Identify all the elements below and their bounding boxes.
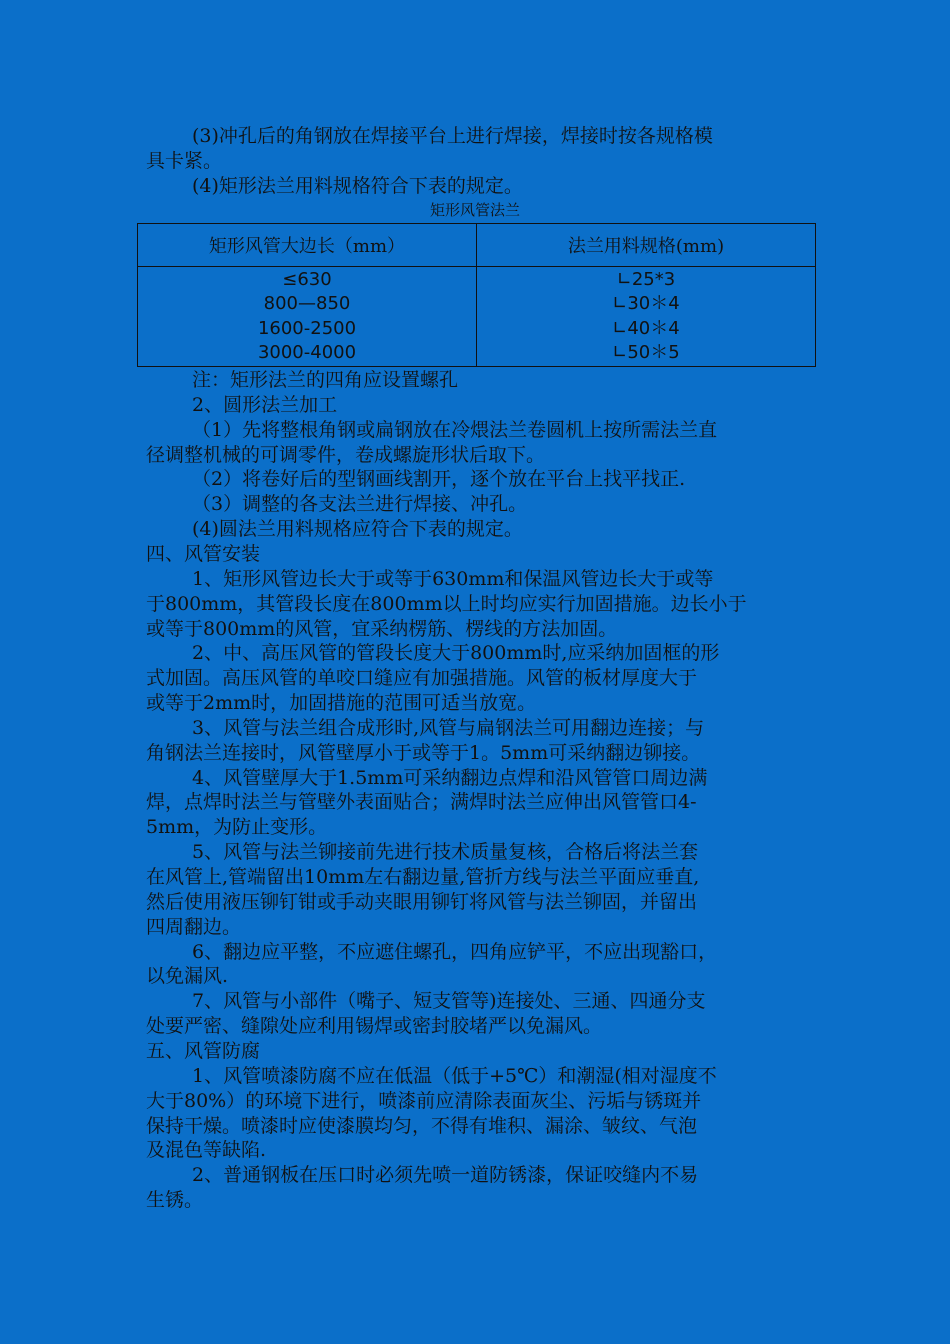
- table-cell: ∟50＊5: [612, 342, 680, 363]
- paragraph-line: 及混色等缺陷.: [146, 1139, 267, 1162]
- paragraph-line: 6、翻边应平整，不应遮住螺孔，四角应铲平，不应出现豁口，: [192, 940, 718, 963]
- paragraph-line: 在风管上,管端留出10mm左右翻边量,管折方线与法兰平面应垂直,: [146, 866, 700, 888]
- paragraph-line: 注：矩形法兰的四角应设置螺孔: [192, 369, 459, 391]
- paragraph-line: 然后使用液压铆钉钳或手动夹眼用铆钉将风管与法兰铆固，并留出: [146, 890, 698, 913]
- paragraph-line: 于800mm，其管段长度在800mm以上时均应实行加固措施。边长小于: [146, 592, 747, 615]
- paragraph-line: （1）先将整根角钢或扁钢放在冷煨法兰卷圆机上按所需法兰直: [192, 418, 718, 441]
- table-caption: 矩形风管法兰: [429, 201, 520, 219]
- table-cell: 3000-4000: [257, 342, 357, 363]
- paragraph-line: 式加固。高压风管的单咬口缝应有加强措施。风管的板材厚度大于: [146, 667, 698, 690]
- paragraph-line: （2）将卷好后的型钢画线割开，逐个放在平台上找平找正.: [192, 468, 686, 491]
- paragraph-line: 或等于2mm时，加固措施的范围可适当放宽。: [146, 692, 537, 715]
- paragraph-line: 1、矩形风管边长大于或等于630mm和保温风管边长大于或等: [192, 567, 714, 590]
- column-header-material-spec: 法兰用料规格(mm): [477, 224, 816, 267]
- paragraph-line: 2、普通钢板在压口时必须先喷一道防锈漆，保证咬缝内不易: [192, 1164, 699, 1187]
- paragraph-line: 四、风管安装: [146, 542, 261, 565]
- paragraph-line: 四周翻边。: [146, 915, 242, 938]
- paragraph-line: 径调整机械的可调零件，卷成螺旋形状后取下。: [146, 443, 546, 466]
- paragraph-line: 5mm，为防止变形。: [146, 816, 328, 839]
- paragraph-line: (4)矩形法兰用料规格符合下表的规定。: [192, 175, 523, 197]
- paragraph-line: 7、风管与小部件（嘴子、短支管等)连接处、三通、四通分支: [192, 990, 706, 1013]
- paragraph-line: 生锈。: [146, 1189, 204, 1212]
- column-header-edge-length: 矩形风管大边长（mm）: [138, 224, 477, 267]
- paragraph-line: (3)冲孔后的角钢放在焊接平台上进行焊接，焊接时按各规格模: [192, 125, 713, 147]
- paragraph-line: 大于80%）的环境下进行，喷漆前应清除表面灰尘、污垢与锈斑并: [146, 1089, 702, 1112]
- table-body-row: [138, 267, 816, 367]
- paragraph-line: 以免漏风.: [146, 965, 229, 988]
- paragraph-line: (4)圆法兰用料规格应符合下表的规定。: [192, 518, 523, 541]
- paragraph-line: 焊，点焊时法兰与管壁外表面贴合；满焊时法兰应伸出风管管口4-: [146, 791, 697, 814]
- flange-spec-table: [137, 223, 816, 367]
- paragraph-line: 2、圆形法兰加工: [192, 393, 338, 416]
- material-spec-cell: [477, 267, 816, 367]
- paragraph-line: 5、风管与法兰铆接前先进行技术质量复核，合格后将法兰套: [192, 841, 699, 864]
- paragraph-line: 或等于800mm的风管，宜采纳楞筋、楞线的方法加固。: [146, 617, 618, 640]
- paragraph-line: 具卡紧。: [146, 150, 223, 172]
- paragraph-line: 3、风管与法兰组合成形时,风管与扁钢法兰可用翻边连接；与: [192, 716, 705, 739]
- table-cell: ≤630: [282, 268, 332, 290]
- table-header-row: [138, 224, 816, 267]
- table-cell: ∟25*3: [616, 268, 676, 290]
- paragraph-line: 处要严密、缝隙处应利用锡焊或密封胶堵严以免漏风。: [146, 1015, 603, 1038]
- paragraph-line: 五、风管防腐: [146, 1039, 261, 1062]
- paragraph-line: 角钢法兰连接时，风管壁厚小于或等于1。5mm可采纳翻边铆接。: [146, 741, 701, 764]
- paragraph-line: 1、风管喷漆防腐不应在低温（低于+5℃）和潮湿(相对湿度不: [192, 1064, 717, 1087]
- table-cell: ∟40＊4: [612, 317, 680, 339]
- paragraph-line: 保持干燥。喷漆时应使漆膜均匀，不得有堆积、漏涂、皱纹、气泡: [146, 1114, 698, 1137]
- edge-length-cell: [138, 267, 477, 367]
- paragraph-line: 2、中、高压风管的管段长度大于800mm时,应采纳加固框的形: [192, 642, 720, 665]
- table-cell: 800—850: [263, 293, 351, 314]
- table-cell: 1600-2500: [257, 317, 357, 339]
- paragraph-line: （3）调整的各支法兰进行焊接、冲孔。: [192, 493, 528, 516]
- table-cell: ∟30＊4: [612, 293, 680, 314]
- paragraph-line: 4、风管壁厚大于1.5mm可采纳翻边点焊和沿风管管口周边满: [192, 766, 708, 789]
